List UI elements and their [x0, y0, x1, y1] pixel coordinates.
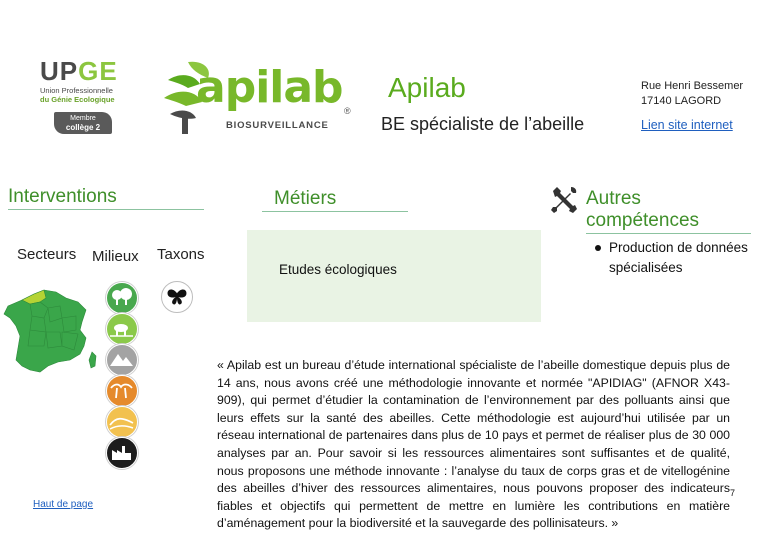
website-link[interactable]: Lien site internet	[641, 118, 733, 132]
address-city: 17140 LAGORD	[641, 95, 722, 107]
company-name: Apilab	[388, 72, 466, 103]
autres-competence-item: Production de données spécialisées	[593, 238, 763, 278]
secteurs-label: Secteurs	[17, 246, 77, 263]
metiers-heading: Métiers	[262, 188, 408, 212]
metier-item: Etudes écologiques	[279, 262, 397, 277]
industrial-icon	[106, 437, 138, 469]
page-number: 7	[730, 488, 736, 498]
taxons-label: Taxons	[157, 246, 205, 263]
upge-subtitle-1: Union Professionnelle	[40, 86, 113, 95]
apilab-logo	[158, 58, 358, 138]
apilab-tagline: BIOSURVEILLANCE	[226, 120, 329, 131]
metiers-box	[247, 230, 541, 322]
address-street: Rue Henri Bessemer	[641, 80, 744, 92]
forest-icon	[106, 282, 138, 314]
apilab-wordmark: apilab	[196, 62, 343, 113]
company-description: « Apilab est un bureau d’étude international spécialiste de l’abeille domestique depuis plus de 14 ans, nous avons créé une méthodologie innovante et normée "APIDIAG" (AFNOR X43-909), qui permet d’étudier la contamination de l’environnement par des polluants ainsi que leurs effets sur la santé des abeilles. Cette méthodologie est aujourd’hui utilisée par un réseau international de partenaires dans plus de 10 pays et permet de réaliser plus de 30 000 analyses par an. Pour savoir si les ressources alimentaires sont suffisantes et de qualité, nous proposons une méthode innovante : l’analyse du taux de corps gras et de vitellogénine des abeilles d’hiver des ressources alimentaires, nous pouvons proposer des indicateurs fiables et objectifs qui permettent de mettre en lumière les contributions en matière d’aménagement pour la biodiversité et la sauvegarde des pollinisateurs. »	[217, 358, 730, 531]
interventions-heading: Interventions	[8, 186, 204, 210]
grassland-icon	[106, 313, 138, 345]
registered-mark: ®	[344, 106, 351, 116]
mountain-icon	[106, 344, 138, 376]
dune-icon	[106, 406, 138, 438]
tools-icon	[549, 185, 579, 215]
palm-coast-icon	[106, 375, 138, 407]
autres-competences-list	[593, 238, 763, 278]
milieux-label: Milieux	[92, 248, 139, 265]
france-map	[0, 280, 100, 380]
butterfly-icon	[161, 281, 193, 313]
upge-logo	[40, 56, 140, 132]
upge-member-badge: Membre collège 2	[54, 112, 112, 134]
back-to-top-link[interactable]: Haut de page	[33, 499, 94, 510]
upge-subtitle-2: du Génie Ecologique	[40, 95, 115, 104]
company-subtitle: BE spécialiste de l’abeille	[381, 114, 585, 134]
upge-title: UPGE	[40, 56, 118, 86]
autres-competences-heading: Autres compétences	[586, 188, 751, 234]
